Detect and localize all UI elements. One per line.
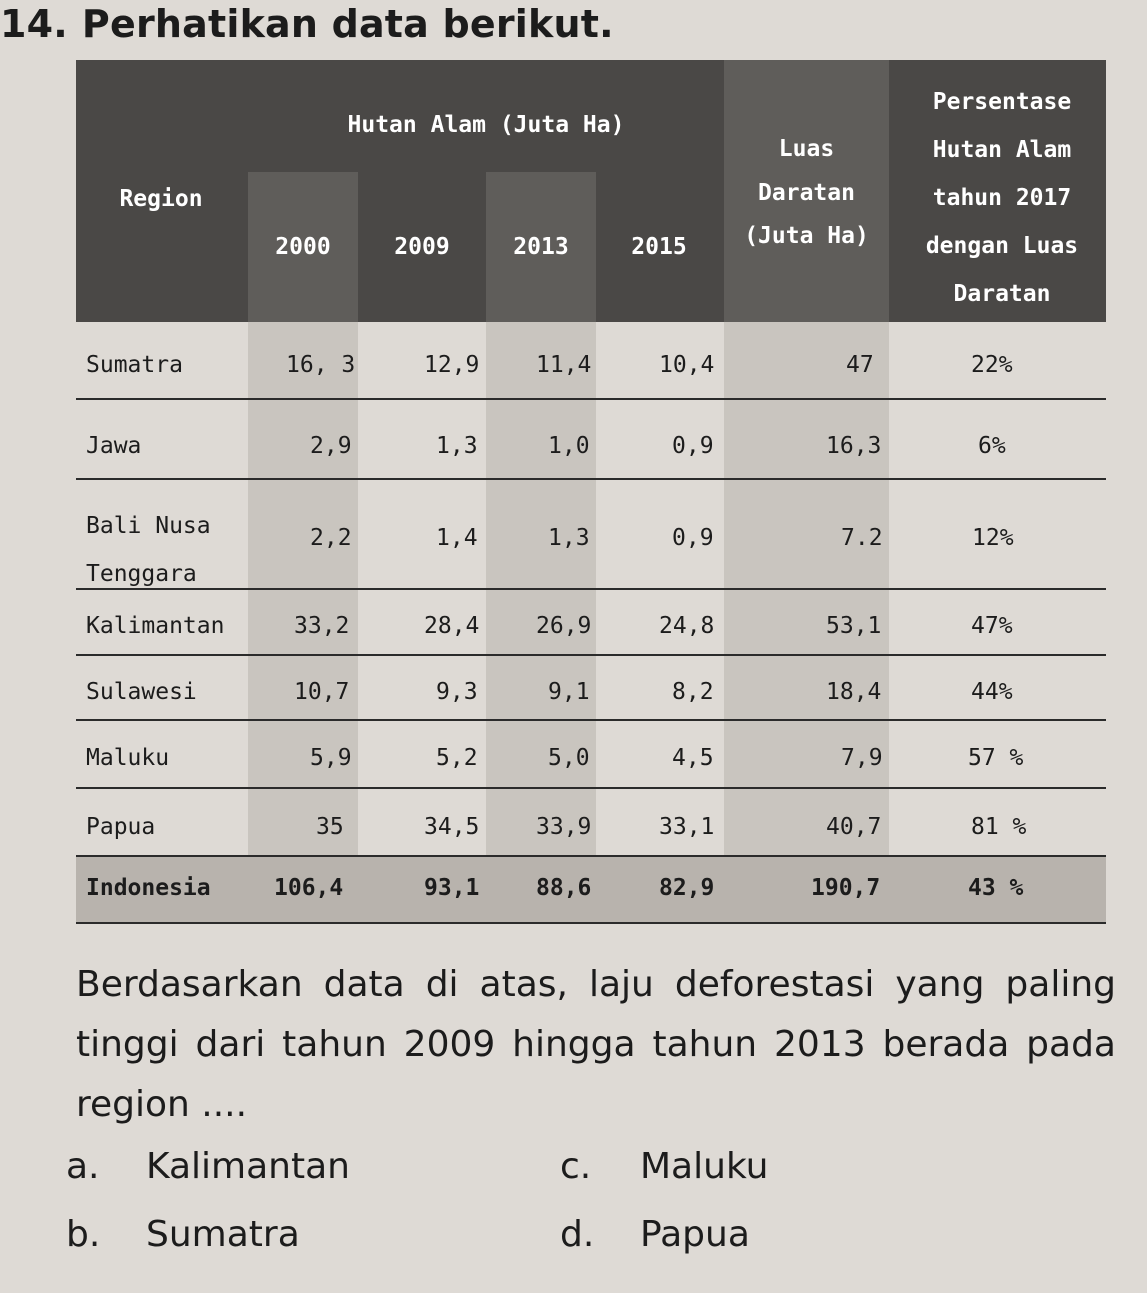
- cell-luas: 7,9: [841, 745, 883, 771]
- option-text: Kalimantan: [146, 1146, 350, 1187]
- question-stem: Berdasarkan data di atas, laju deforestasi yang paling tinggi dari tahun 2009 hingga tahun 2013 berada pada region ....: [76, 964, 1116, 1125]
- cell-region: [86, 502, 211, 598]
- row-divider: [76, 478, 1106, 480]
- cell-luas: 53,1: [826, 613, 882, 639]
- cell-2013: 11,4: [536, 352, 592, 378]
- option-b[interactable]: [66, 1214, 300, 1255]
- header-region: Region: [119, 186, 203, 212]
- cell-luas: 18,4: [826, 679, 882, 705]
- cell-persen: 81 %: [971, 814, 1027, 840]
- header-persen-line: dengan Luas: [925, 233, 1079, 259]
- cell-2009: 5,2: [436, 745, 478, 771]
- cell-region: Papua: [86, 814, 156, 840]
- header-year-2000: 2000: [275, 234, 331, 260]
- row-divider: [76, 719, 1106, 721]
- cell-persen: 44%: [971, 679, 1013, 705]
- option-label: a.: [66, 1146, 100, 1187]
- header-luas-line: Daratan: [758, 179, 855, 206]
- question-intro: Perhatikan data berikut.: [81, 2, 614, 46]
- cell-2015: 0,9: [672, 525, 714, 551]
- cell-2015: 82,9: [659, 875, 715, 901]
- cell-region: Indonesia: [86, 875, 211, 901]
- header-luas-line: (Juta Ha): [744, 223, 869, 250]
- cell-region: Kalimantan: [86, 613, 225, 639]
- cell-2013: 5,0: [548, 745, 590, 771]
- cell-2013: 26,9: [536, 613, 592, 639]
- option-label: b.: [66, 1214, 101, 1255]
- cell-region: Sumatra: [86, 352, 183, 378]
- cell-persen: 47%: [971, 613, 1013, 639]
- option-text: Papua: [640, 1214, 750, 1255]
- cell-2015: 8,2: [672, 679, 714, 705]
- cell-region: Jawa: [86, 433, 142, 459]
- header-year-2009: 2009: [394, 234, 450, 260]
- cell-2000: 5,9: [310, 745, 352, 771]
- cell-2015: 33,1: [659, 814, 715, 840]
- cell-luas: 16,3: [826, 433, 882, 459]
- option-label: c.: [560, 1146, 592, 1187]
- question-title: [0, 2, 614, 46]
- cell-luas: 40,7: [826, 814, 882, 840]
- table-bottom-border: [76, 922, 1106, 924]
- cell-2013: 1,0: [548, 433, 590, 459]
- row-divider: [76, 787, 1106, 789]
- row-divider: [76, 398, 1106, 400]
- option-label: d.: [560, 1214, 595, 1255]
- cell-2013: 9,1: [548, 679, 590, 705]
- cell-2015: 10,4: [659, 352, 715, 378]
- option-c[interactable]: [560, 1146, 769, 1187]
- question-number: 14.: [0, 2, 68, 46]
- cell-2000: 16, 3: [286, 352, 356, 378]
- cell-2009: 12,9: [424, 352, 480, 378]
- cell-2009: 93,1: [424, 875, 480, 901]
- cell-persen: 57 %: [968, 745, 1024, 771]
- cell-luas: 190,7: [811, 875, 881, 901]
- cell-2015: 4,5: [672, 745, 714, 771]
- cell-2000: 33,2: [294, 613, 350, 639]
- option-text: Maluku: [640, 1146, 769, 1187]
- header-year-2013: 2013: [513, 234, 569, 260]
- header-persentase: [898, 78, 1106, 318]
- cell-persen: 12%: [972, 525, 1014, 551]
- cell-2000: 2,9: [310, 433, 352, 459]
- cell-persen: 22%: [971, 352, 1013, 378]
- row-divider: [76, 588, 1106, 590]
- cell-2009: 34,5: [424, 814, 480, 840]
- cell-region-line: Tenggara: [86, 561, 197, 587]
- row-divider: [76, 654, 1106, 656]
- cell-2015: 0,9: [672, 433, 714, 459]
- header-year-2015: 2015: [631, 234, 687, 260]
- cell-luas: 7.2: [841, 525, 883, 551]
- header-luas: [724, 128, 889, 259]
- cell-2009: 9,3: [436, 679, 478, 705]
- cell-region: Sulawesi: [86, 679, 197, 705]
- cell-region: Maluku: [86, 745, 170, 771]
- header-persen-line: tahun 2017: [932, 185, 1072, 211]
- cell-persen: 6%: [978, 433, 1006, 459]
- cell-2000: 106,4: [274, 875, 344, 901]
- option-a[interactable]: [66, 1146, 350, 1187]
- cell-2000: 2,2: [310, 525, 352, 551]
- deforestation-table: [76, 60, 1106, 924]
- header-persen-line: Hutan Alam: [932, 137, 1072, 163]
- cell-2013: 88,6: [536, 875, 592, 901]
- cell-2000: 35: [316, 814, 344, 840]
- cell-2009: 28,4: [424, 613, 480, 639]
- cell-2015: 24,8: [659, 613, 715, 639]
- header-persen-line: Persentase: [932, 89, 1072, 115]
- header-persen-line: Daratan: [953, 281, 1051, 307]
- cell-2009: 1,3: [436, 433, 478, 459]
- header-hutan-alam: Hutan Alam (Juta Ha): [347, 112, 625, 138]
- cell-2000: 10,7: [294, 679, 350, 705]
- cell-luas: 47: [846, 352, 874, 378]
- cell-2013: 1,3: [548, 525, 590, 551]
- option-d[interactable]: [560, 1214, 750, 1255]
- cell-region-line: Bali Nusa: [86, 513, 211, 539]
- option-text: Sumatra: [146, 1214, 300, 1255]
- cell-2009: 1,4: [436, 525, 478, 551]
- cell-2013: 33,9: [536, 814, 592, 840]
- cell-persen: 43 %: [968, 875, 1024, 901]
- header-luas-line: Luas: [778, 136, 835, 162]
